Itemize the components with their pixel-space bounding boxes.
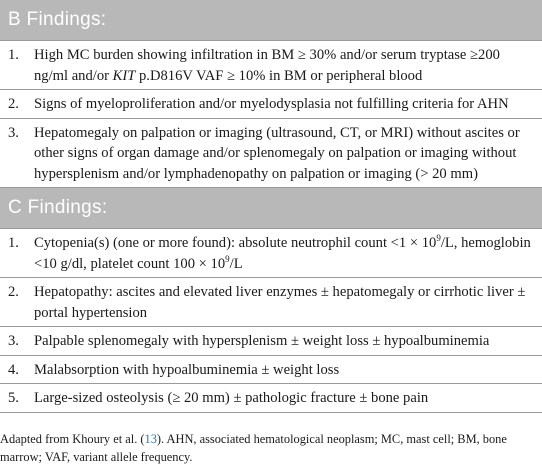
finding-text-segment: Hepatopathy: ascites and elevated liver enzymes ± hepatomegaly or cirrhotic liver ± portal hypertension — [34, 284, 526, 321]
superscript-exponent: 9 — [436, 233, 441, 244]
c-finding-number: 2. — [0, 278, 34, 327]
c-finding-row — [0, 229, 542, 278]
finding-text-segment: Hepatomegaly on palpation or imaging (ultrasound, CT, or MRI) without ascites or other signs of organ damage and/or splenomegaly on palpation or imaging without hypersplenism and/or lymphadenopathy on palpation or imaging (> 20 mm) — [34, 124, 520, 182]
superscript-exponent: 9 — [225, 253, 230, 264]
footnote-suffix: ). AHN, associated hematological neoplasm; MC, mast cell; BM, bone marrow; VAF, variant allele frequency. — [0, 432, 507, 464]
c-findings-section — [0, 188, 542, 413]
c-finding-number: 1. — [0, 229, 34, 278]
b-finding-text — [34, 90, 542, 119]
b-finding-row — [0, 90, 542, 119]
c-findings-header-row — [0, 188, 542, 229]
c-finding-row — [0, 355, 542, 384]
b-finding-number: 3. — [0, 118, 34, 188]
c-finding-text — [34, 384, 542, 413]
b-finding-row — [0, 118, 542, 188]
c-finding-text — [34, 278, 542, 327]
finding-text-segment: /L, hemoglobin <10 g/dl, platelet count 100 × 10 — [34, 235, 531, 272]
table-footnote — [0, 430, 542, 466]
b-finding-text — [34, 41, 542, 90]
b-finding-number: 1. — [0, 41, 34, 90]
c-finding-text — [34, 327, 542, 356]
footnote-reference-link[interactable]: 13 — [144, 432, 157, 446]
c-finding-row — [0, 327, 542, 356]
b-findings-header: B Findings: — [0, 0, 542, 41]
finding-text-segment: High MC burden showing infiltration in BM ≥ 30% and/or serum tryptase ≥200 ng/ml and/or — [34, 47, 500, 84]
finding-text-segment: Signs of myeloproliferation and/or myelodysplasia not fulfilling criteria for AHN — [34, 96, 509, 112]
b-findings-header-row — [0, 0, 542, 41]
finding-text-segment: Palpable splenomegaly with hypersplenism ± weight loss ± hypoalbuminemia — [34, 333, 490, 349]
b-finding-row — [0, 41, 542, 90]
b-finding-text — [34, 118, 542, 188]
finding-text-segment: /L — [229, 255, 243, 272]
b-finding-number: 2. — [0, 90, 34, 119]
gene-name-italic: KIT — [112, 67, 136, 84]
footnote-prefix: Adapted from Khoury et al. ( — [0, 432, 145, 446]
b-findings-section — [0, 0, 542, 188]
c-finding-number: 4. — [0, 355, 34, 384]
finding-text-segment: Cytopenia(s) (one or more found): absolute neutrophil count <1 × 10 — [34, 235, 437, 251]
finding-text-segment: p.D816V VAF ≥ 10% in BM or peripheral blood — [135, 67, 423, 84]
c-finding-number: 5. — [0, 384, 34, 413]
c-finding-row — [0, 278, 542, 327]
c-finding-text — [34, 355, 542, 384]
finding-text-segment: Large-sized osteolysis (≥ 20 mm) ± pathologic fracture ± bone pain — [34, 390, 429, 406]
c-finding-row — [0, 384, 542, 413]
finding-text-segment: Malabsorption with hypoalbuminemia ± weight loss — [34, 361, 340, 378]
c-finding-text — [34, 229, 542, 278]
c-findings-header: C Findings: — [0, 188, 542, 229]
c-finding-number: 3. — [0, 327, 34, 356]
